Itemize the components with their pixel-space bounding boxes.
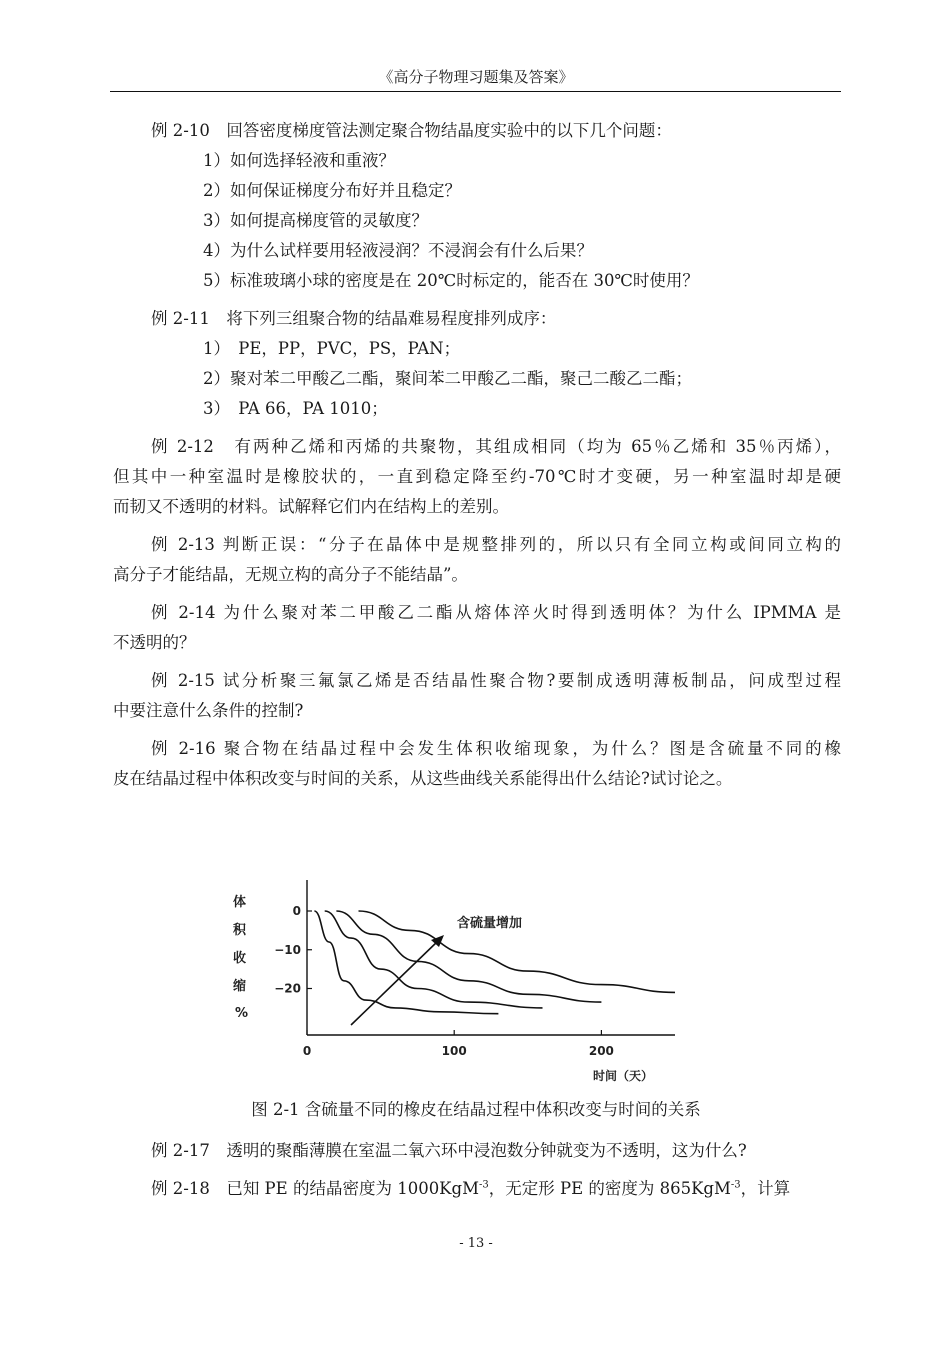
annotation-label: 含硫量增加 — [457, 916, 523, 931]
example-2-12-line1: 例 2-12 有两种乙烯和丙烯的共聚物，其组成相同（均为 65％乙烯和 35％丙烯）， — [151, 437, 841, 456]
example-2-15-line1: 例 2-15 试分析聚三氟氯乙烯是否结晶性聚合物?要制成透明薄板制品，问成型过程 — [151, 671, 841, 690]
example-2-18-mid: ，无定形 PE 的密度为 865KgM — [488, 1179, 731, 1198]
body-text-after-figure — [113, 1136, 841, 1204]
x-axis-label: 时间（天） — [593, 1069, 654, 1083]
y-tick-label: −20 — [274, 981, 301, 996]
example-2-13-line1: 例 2-13 判断正误：“分子在晶体中是规整排列的，所以只有全同立构或间同立构的 — [151, 535, 841, 554]
example-2-18-post: ，计算 — [740, 1179, 791, 1198]
example-2-13-line2: 高分子才能结晶，无规立构的高分子不能结晶”。 — [113, 565, 468, 584]
figure-caption: 图 2-1 含硫量不同的橡皮在结晶过程中体积改变与时间的关系 — [251, 1100, 701, 1119]
running-header: 《高分子物理习题集及答案》 — [378, 68, 574, 86]
exponent-2: -3 — [730, 1179, 741, 1191]
example-2-10-q4: 4）为什么试样要用轻液浸润？不浸润会有什么后果？ — [203, 241, 593, 260]
example-2-18-pre: 例 2-18 已知 PE 的结晶密度为 1000KgM — [151, 1179, 479, 1198]
example-2-11-g1: 1） PE，PP，PVC，PS，PAN； — [203, 339, 461, 358]
ylabel-char-0: 体 — [233, 895, 247, 910]
example-2-14-line1: 例 2-14 为什么聚对苯二甲酸乙二酯从熔体淬火时得到透明体？为什么 IPMMA 是 — [151, 603, 841, 622]
x-tick-label: 200 — [588, 1044, 614, 1058]
volume-shrinkage-chart — [225, 872, 685, 1092]
x-tick-label: 100 — [441, 1044, 467, 1058]
example-2-12-line3: 而韧又不透明的材料。试解释它们内在结构上的差别。 — [113, 497, 509, 516]
annotation-arrow — [351, 940, 439, 1025]
example-2-11-title: 例 2-11 将下列三组聚合物的结晶难易程度排列成序： — [151, 309, 557, 328]
example-2-18-line1 — [113, 1174, 841, 1204]
example-2-11-g3: 3） PA 66，PA 1010； — [203, 399, 388, 418]
example-2-10-q1: 1）如何选择轻液和重液？ — [203, 151, 395, 170]
example-2-10-title: 例 2-10 回答密度梯度管法测定聚合物结晶度实验中的以下几个问题： — [151, 121, 672, 140]
example-2-10-q2: 2）如何保证梯度分布好并且稳定？ — [203, 181, 461, 200]
body-text — [113, 116, 841, 794]
example-2-16-line2: 皮在结晶过程中体积改变与时间的关系，从这些曲线关系能得出什么结论?试讨论之。 — [113, 769, 733, 788]
example-2-11-g2: 2）聚对苯二甲酸乙二酯，聚间苯二甲酸乙二酯，聚己二酸乙二酯； — [203, 369, 692, 388]
exponent-1: -3 — [478, 1179, 489, 1191]
example-2-12-line2: 但其中一种室温时是橡胶状的，一直到稳定降至约-70℃时才变硬，另一种室温时却是硬 — [113, 467, 841, 486]
y-tick-label: 0 — [292, 904, 301, 918]
ylabel-char-2: 收 — [233, 951, 247, 966]
ylabel-char-3: 缩 — [233, 979, 247, 994]
ylabel-char-4: % — [235, 1006, 249, 1021]
example-2-17-line1: 例 2-17 透明的聚酯薄膜在室温二氧六环中浸泡数分钟就变为不透明，这为什么? — [151, 1141, 747, 1160]
header-rule — [110, 91, 841, 92]
y-tick-label: −10 — [274, 942, 301, 957]
example-2-10-q5: 5）标准玻璃小球的密度是在 20℃时标定的，能否在 30℃时使用？ — [203, 271, 699, 290]
page-number: - 13 - — [459, 1236, 493, 1251]
example-2-10-q3: 3）如何提高梯度管的灵敏度？ — [203, 211, 428, 230]
ylabel-char-1: 积 — [233, 923, 247, 938]
example-2-15-line2: 中要注意什么条件的控制? — [113, 701, 304, 720]
x-tick-label: 0 — [302, 1044, 312, 1058]
example-2-14-line2: 不透明的？ — [113, 633, 196, 652]
example-2-16-line1: 例 2-16 聚合物在结晶过程中会发生体积收缩现象，为什么？图是含硫量不同的橡 — [151, 739, 841, 758]
